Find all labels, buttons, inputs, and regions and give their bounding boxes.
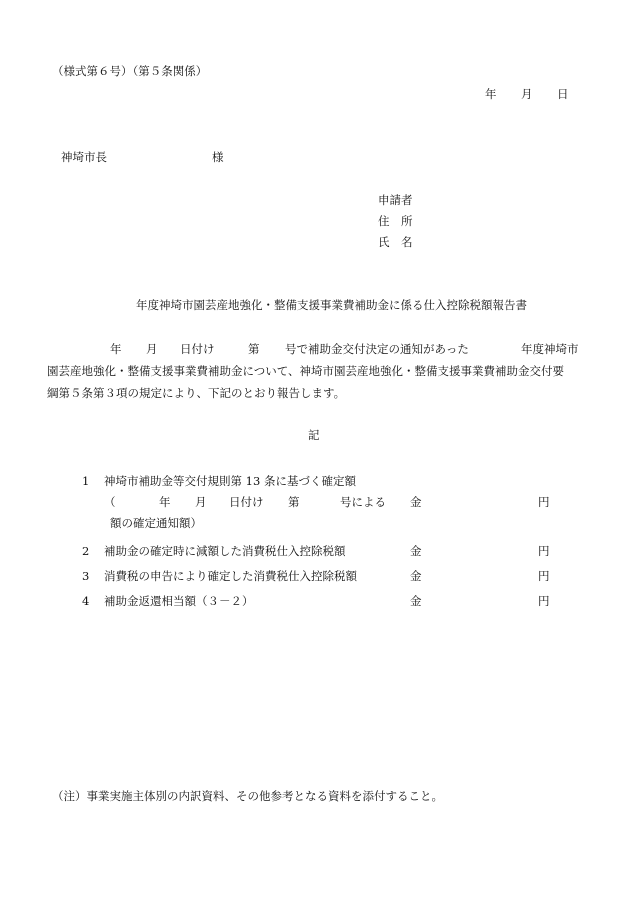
item-sub-month: 月: [195, 495, 207, 509]
item-kin-label: 金: [410, 569, 422, 583]
document-title: 年度神埼市園芸産地強化・整備支援事業費補助金に係る仕入控除税額報告書: [136, 298, 527, 312]
item-number: 1: [82, 474, 90, 488]
item-sub-date-suffix: 日付け: [229, 495, 264, 509]
item-yen-label: 円: [538, 569, 550, 583]
item-yen-label: 円: [538, 594, 550, 608]
body-notice-text: 号で補助金交付決定の通知があった: [285, 342, 469, 356]
item-label: 補助金返還相当額（３－２）: [104, 594, 254, 608]
item-label: 神埼市補助金等交付規則第 13 条に基づく確定額: [104, 474, 356, 488]
item-number: 2: [82, 544, 90, 558]
applicant-label: 申請者: [378, 193, 413, 207]
applicant-name-label: 氏 名: [378, 235, 413, 249]
item-yen-label: 円: [538, 544, 550, 558]
item-yen-label: 円: [538, 495, 550, 509]
date-month-label: 月: [521, 87, 533, 101]
body-line-3: 綱第５条第３項の規定により、下記のとおり報告します。: [47, 386, 346, 400]
item-number: 3: [82, 569, 90, 583]
form-label: （様式第６号）（第５条関係）: [52, 64, 208, 78]
date-year-label: 年: [485, 87, 497, 101]
item-sub-dai: 第: [288, 495, 300, 509]
body-dai-label: 第: [248, 342, 260, 356]
item-kin-label: 金: [410, 544, 422, 558]
item-kin-label: 金: [410, 594, 422, 608]
item-label: 消費税の申告により確定した消費税仕入控除税額: [104, 569, 357, 583]
body-date-suffix: 日付け: [180, 342, 215, 356]
body-year-label: 年: [110, 342, 122, 356]
body-month-label: 月: [146, 342, 158, 356]
item-sub-open-paren: （: [104, 495, 116, 509]
item-sub-line-2: 額の確定通知額）: [110, 516, 202, 530]
item-sub-go: 号による: [340, 495, 386, 509]
applicant-address-label: 住 所: [378, 214, 413, 228]
item-sub-year: 年: [159, 495, 171, 509]
item-label: 補助金の確定時に減額した消費税仕入控除税額: [104, 544, 346, 558]
body-fiscal-year-text: 年度神埼市: [521, 342, 579, 356]
date-day-label: 日: [557, 87, 569, 101]
addressee-honorific: 様: [212, 150, 224, 164]
item-kin-label: 金: [410, 495, 422, 509]
item-number: 4: [82, 594, 90, 608]
ki-marker: 記: [308, 428, 320, 442]
footnote: （注）事業実施主体別の内訳資料、その他参考となる資料を添付すること。: [52, 789, 443, 803]
addressee-name: 神埼市長: [61, 150, 107, 164]
body-line-2: 園芸産地強化・整備支援事業費補助金について、神埼市園芸産地強化・整備支援事業費補助金交付要: [47, 364, 565, 378]
